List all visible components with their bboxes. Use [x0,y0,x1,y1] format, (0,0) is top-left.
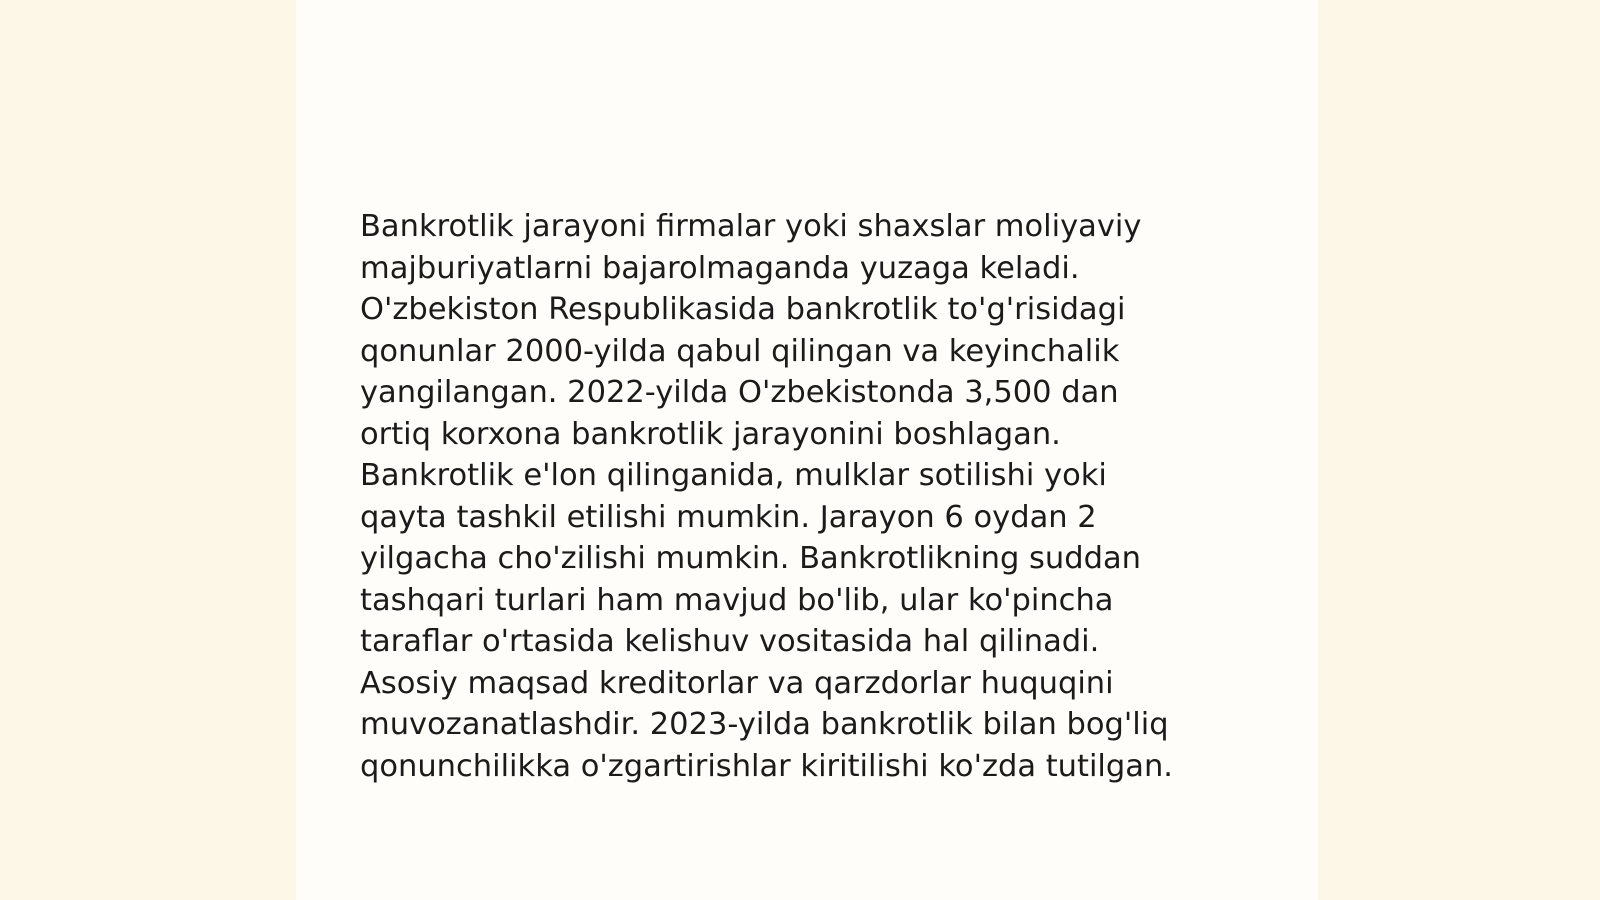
text-line: yangilangan. 2022-yilda O'zbekistonda 3,500 dan [360,375,1119,410]
text-line: Bankrotlik e'lon qilinganida, mulklar sotilishi yoki [360,458,1107,493]
text-line: majburiyatlarni bajarolmaganda yuzaga keladi. [360,250,1080,286]
text-line: qonunlar 2000-yilda qabul qilingan va keyinchalik [360,333,1120,369]
text-line: tashqari turlari ham mavjud bo'lib, ular ko'pincha [360,582,1114,618]
text-line: muvozanatlashdir. 2023-yilda bankrotlik bilan bog'liq [360,707,1169,742]
text-line: qonunchilikka o'zgartirishlar kiritilishi ko'zda tutilgan. [360,748,1173,784]
text-line: yilgacha cho'zilishi mumkin. Bankrotlikning suddan [360,541,1141,576]
text-line: O'zbekiston Respublikasida bankrotlik to'g'risidagi [360,292,1126,327]
text-line: taraflar o'rtasida kelishuv vositasida hal qilinadi. [360,624,1100,659]
body-paragraph [360,206,1250,787]
document-page [296,0,1318,900]
text-line: qayta tashkil etilishi mumkin. Jarayon 6 oydan 2 [360,499,1097,535]
text-line: Asosiy maqsad kreditorlar va qarzdorlar huquqini [360,665,1114,701]
text-line: Bankrotlik jarayoni firmalar yoki shaxslar moliyaviy [360,209,1142,244]
text-line: ortiq korxona bankrotlik jarayonini boshlagan. [360,416,1061,452]
